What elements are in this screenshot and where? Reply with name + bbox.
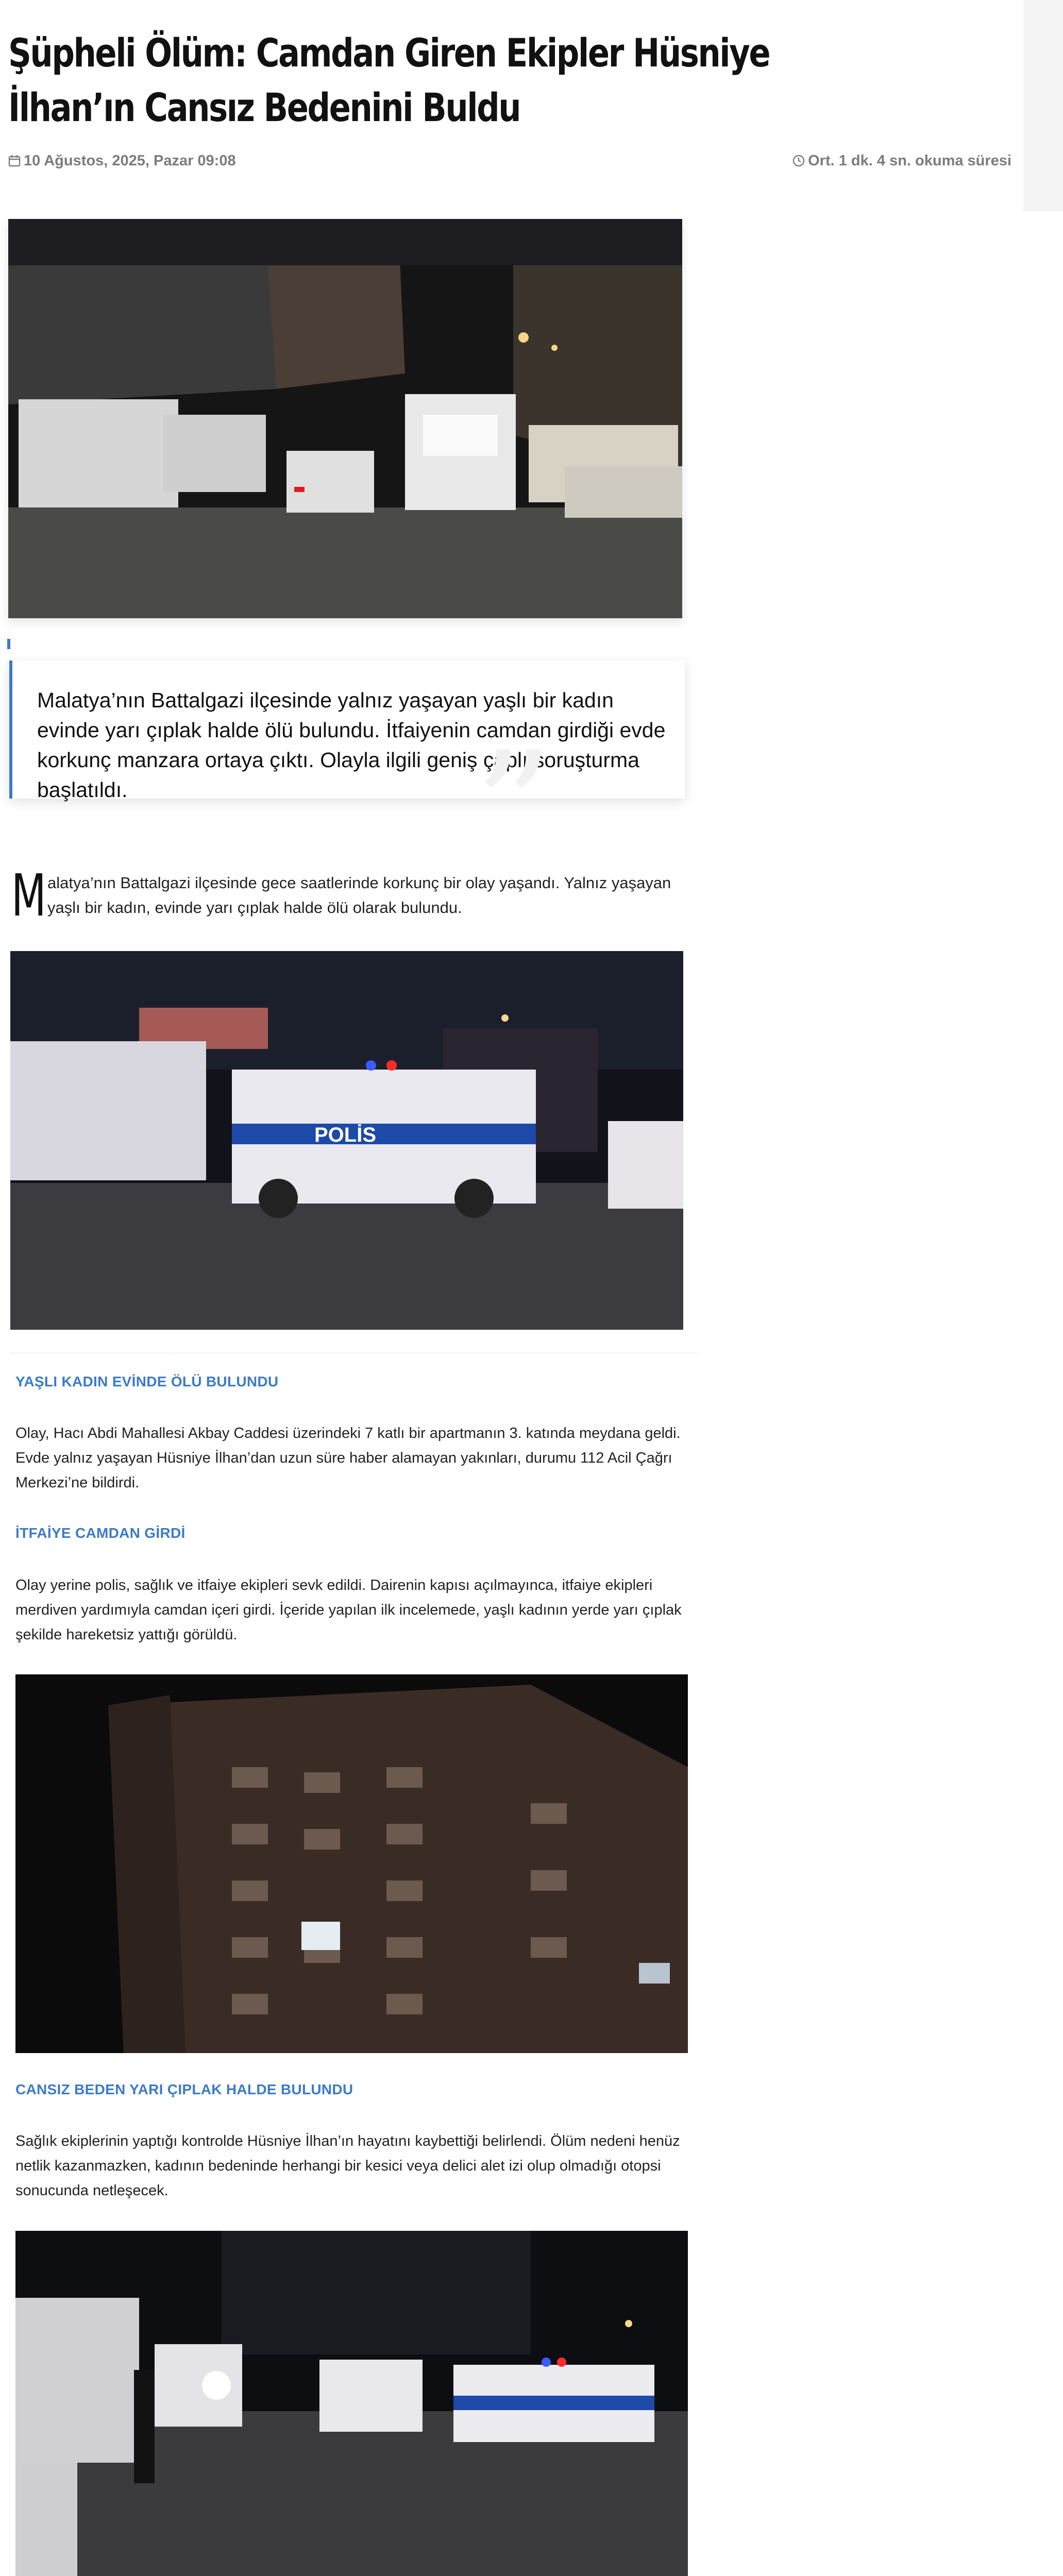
- read-time: [792, 152, 1011, 170]
- article-title: Şüpheli Ölüm: Camdan Giren Ekipler Hüsniye İlhan’ın Cansız Bedenini Buldu: [8, 30, 770, 130]
- street-scene-image: [15, 2231, 688, 2576]
- section-heading-1: YAŞLI KADIN EVİNDE ÖLÜ BULUNDU: [15, 1374, 279, 1389]
- date-text: 10 Ağustos, 2025, Pazar 09:08: [24, 152, 236, 169]
- hero-image: [8, 219, 682, 618]
- police-car-image: [10, 951, 683, 1330]
- police-label: POLİS: [314, 1124, 377, 1146]
- read-time-text: Ort. 1 dk. 4 sn. okuma süresi: [808, 152, 1011, 169]
- spot-accent-bar: [7, 639, 10, 649]
- calendar-icon: [8, 152, 21, 170]
- section-heading-2: İTFAİYE CAMDAN GİRDİ: [15, 1525, 185, 1541]
- clock-icon: [792, 152, 805, 170]
- summary-text: Malatya’nın Battalgazi ilçesinde yalnız yaşayan yaşlı bir kadın evinde yarı çıplak halde ölü bulundu. İtfaiyenin camdan girdiği evde korkunç manzara ortaya çıktı. Olayla ilgili geniş çaplı soruşturma başlatıldı.: [37, 688, 666, 802]
- apartment-building-image: [15, 1674, 688, 2053]
- lead-paragraph: alatya’nın Battalgazi ilçesinde gece saatlerinde korkunç bir olay yaşandı. Yalnız yaşayan yaşlı bir kadın, evinde yarı çıplak halde ölü olarak bulundu.: [47, 874, 671, 917]
- section-text-1: Olay, Hacı Abdi Mahallesi Akbay Caddesi üzerindeki 7 katlı bir apartmanın 3. katında meydana geldi. Evde yalnız yaşayan Hüsniye İlhan’dan uzun süre haber alamayan yakınları, durumu 112 Acil Çağrı Merkezi’ne bildirdi.: [15, 1425, 681, 1491]
- article-date: [8, 152, 236, 170]
- drop-cap: M: [11, 862, 46, 929]
- article-summary: [9, 660, 685, 802]
- section-text-2: Olay yerine polis, sağlık ve itfaiye ekipleri sevk edildi. Dairenin kapısı açılmayınca, itfaiye ekipleri merdiven yardımıyla camdan içeri girdi. İçeride yapılan ilk incelemede, yaşlı kadının yerde yarı çıplak şekilde hareketsiz yattığı görüldü.: [15, 1577, 682, 1643]
- section-divider: [9, 1352, 697, 1353]
- section-text-3: Sağlık ekiplerinin yaptığı kontrolde Hüsniye İlhan’ın hayatını kaybettiği belirlendi. Ölüm nedeni henüz netlik kazanmazken, kadının bedeninde herhangi bir kesici veya delici alet izi olup olmadığı otopsi sonucunda netleşecek.: [15, 2133, 680, 2199]
- sidebar-placeholder: [1023, 0, 1063, 211]
- quote-icon: ”: [474, 719, 553, 899]
- section-heading-3: CANSIZ BEDEN YARI ÇIPLAK HALDE BULUNDU: [15, 2081, 353, 2097]
